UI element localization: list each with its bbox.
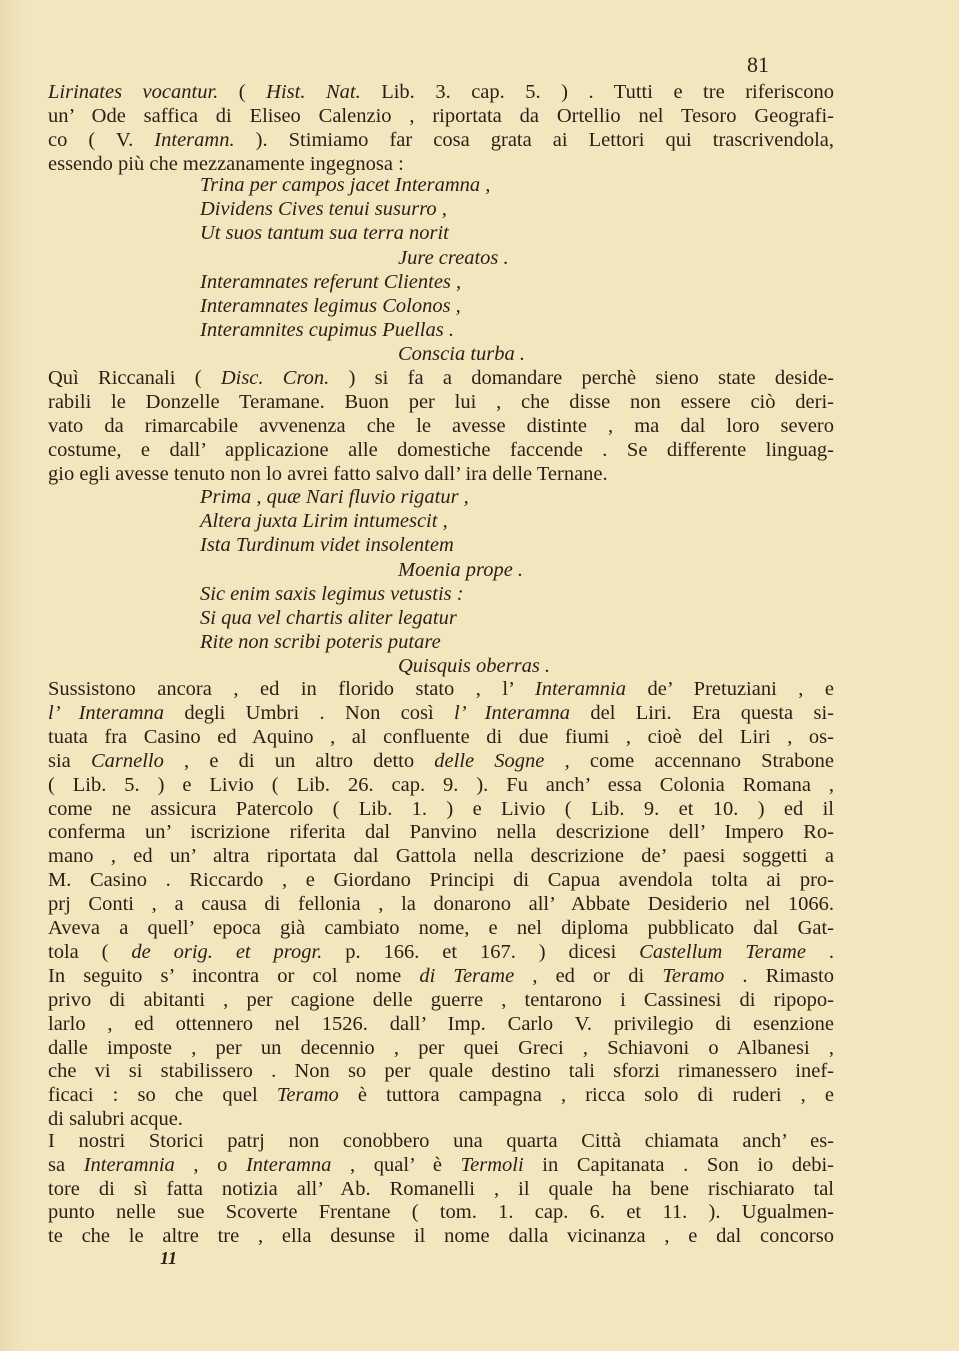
verse-line: Jure creatos . bbox=[398, 246, 509, 269]
text-run: di salubri acque. bbox=[48, 1108, 183, 1131]
verse-line: Ut suos tantum sua terra norit bbox=[200, 222, 449, 245]
text-run: , qual’ è bbox=[331, 1153, 461, 1176]
text-run: ficaci : so che quel bbox=[48, 1084, 277, 1107]
paragraph3-line bbox=[48, 725, 834, 749]
text-run: rabili le Donzelle Teramane. Buon per lui , che disse non essere ciò deri- bbox=[48, 391, 834, 413]
verse-line: Sic enim saxis legimus vetustis : bbox=[200, 582, 464, 605]
verse-line: Interamnates referunt Clientes , bbox=[200, 270, 462, 293]
text-run: ) si fa a domandare perchè sieno state deside- bbox=[329, 367, 835, 389]
text-run: tuata fra Casino ed Aquino , al confluente di due fiumi , cioè del Liri , os- bbox=[48, 725, 834, 748]
text-run: Lib. 3. cap. 5. ) . Tutti e tre riferiscono bbox=[360, 81, 834, 103]
intro-line bbox=[48, 80, 834, 104]
paragraph3-line bbox=[48, 1012, 834, 1036]
verse-line: Dividens Cives tenui susurro , bbox=[200, 198, 447, 221]
text-run: . Rimasto bbox=[724, 964, 834, 987]
text-run: prj Conti , a causa di fellonia , la donarono all’ Abbate Desiderio nel 1066. bbox=[48, 893, 834, 916]
italic-text: Teramo bbox=[662, 964, 725, 987]
text-run: co ( V. bbox=[48, 129, 155, 151]
text-run: ). Stimiamo far cosa grata ai Lettori qui trascrivendola, bbox=[234, 129, 835, 151]
text-run: In seguito s’ incontra or col nome bbox=[48, 964, 420, 987]
text-run: I nostri Storici patrj non conobbero una quarta Città chiamata anch’ es- bbox=[48, 1130, 834, 1152]
paragraph3-line bbox=[48, 892, 834, 916]
paragraph3-line bbox=[48, 940, 834, 964]
italic-text: Termoli bbox=[460, 1153, 524, 1176]
text-run: Sussistono ancora , ed in florido stato , l’ bbox=[48, 678, 535, 700]
text-run: sa bbox=[48, 1153, 84, 1176]
italic-text: Interamnia bbox=[83, 1153, 175, 1176]
verse-line: Interamnates legimus Colonos , bbox=[200, 295, 461, 317]
italic-text: Hist. Nat. bbox=[266, 81, 361, 103]
verse-line: Moenia prope . bbox=[398, 558, 524, 581]
text-run: punto nelle sue Scoverte Frentane ( tom. 1. cap. 6. et 11. ). Ugualmen- bbox=[48, 1201, 834, 1224]
text-run: p. 166. et 167. ) dicesi bbox=[322, 940, 640, 963]
verse-line: Rite non scribi poteris putare bbox=[200, 631, 441, 654]
text-run: costume, e dall’ applicazione alle domestiche faccende . Se differente linguag- bbox=[48, 439, 834, 461]
text-run: in Capitanata . Son io debi- bbox=[523, 1153, 835, 1176]
paragraph3-line bbox=[48, 1036, 834, 1060]
text-run: , o bbox=[174, 1153, 246, 1176]
paragraph2-line bbox=[48, 414, 834, 438]
page-edge-shadow bbox=[0, 0, 28, 1351]
paragraph3-line bbox=[48, 1107, 834, 1131]
italic-text: Lirinates vocantur. bbox=[48, 81, 219, 103]
text-run: dalle imposte , per un decennio , per quei Greci , Schiavoni o Albanesi , bbox=[48, 1036, 834, 1059]
italic-text: delle Sogne bbox=[434, 749, 545, 772]
paragraph3-line bbox=[48, 916, 834, 940]
text-run: ( Lib. 5. ) e Livio ( Lib. 26. cap. 9. ). Fu anch’ essa Colonia Romana , bbox=[48, 773, 834, 796]
italic-text: Interamnia bbox=[534, 678, 627, 700]
text-run: conferma un’ iscrizione riferita dal Panvino nella descrizione dell’ Impero Ro- bbox=[48, 821, 834, 844]
italic-text: l’ Interamna bbox=[454, 701, 571, 724]
italic-text: Castellum Terame bbox=[639, 940, 806, 963]
text-run: degli Umbri . Non così bbox=[164, 701, 455, 724]
italic-text: Interamn. bbox=[154, 129, 235, 151]
text-run: , come accennano Strabone bbox=[544, 749, 834, 772]
text-run: . bbox=[805, 940, 834, 963]
paragraph3-line bbox=[48, 1059, 834, 1083]
text-run: , ed or di bbox=[514, 964, 663, 987]
text-run: un’ Ode saffica di Eliseo Calenzio , riportata da Ortellio nel Tesoro Geografi- bbox=[48, 105, 834, 127]
text-run: de’ Pretuziani , e bbox=[626, 678, 834, 700]
italic-text: Interamna bbox=[245, 1153, 332, 1176]
verse-line: Conscia turba . bbox=[398, 343, 525, 366]
text-run: del Liri. Era questa si- bbox=[570, 701, 834, 724]
text-run: gio egli avesse tenuto non lo avrei fatto salvo dall’ ira delle Ternane. bbox=[48, 463, 608, 485]
verse-line: Interamnites cupimus Puellas . bbox=[200, 319, 454, 342]
text-run: te che le altre tre , ella desunse il nome dalla vicinanza , e dal concorso bbox=[48, 1225, 834, 1248]
text-run: tore di sì fatta notizia all’ Ab. Romanelli , il quale ha bene rischiarato tal bbox=[48, 1177, 834, 1200]
paragraph3-line bbox=[48, 868, 834, 892]
text-run: essendo più che mezzanamente ingegnosa : bbox=[48, 153, 404, 175]
paragraph4-line bbox=[48, 1200, 834, 1224]
paragraph2-line bbox=[48, 438, 834, 462]
text-run: mano , ed un’ altra riportata dal Gattola nella descrizione de’ paesi soggetti a bbox=[48, 845, 834, 868]
italic-text: di Terame bbox=[419, 964, 515, 987]
paragraph3-line bbox=[48, 820, 834, 844]
paragraph2-line bbox=[48, 390, 834, 414]
paragraph3-line bbox=[48, 773, 834, 797]
text-run: , e di un altro detto bbox=[163, 749, 435, 772]
verse-line: Quisquis oberras . bbox=[398, 655, 551, 678]
text-run: Quì Riccanali ( bbox=[48, 367, 221, 389]
paragraph4-line bbox=[48, 1153, 834, 1177]
italic-text: de orig. et progr. bbox=[131, 940, 323, 963]
text-run: M. Casino . Riccardo , e Giordano Principi di Capua avendola tolta ai pro- bbox=[48, 869, 834, 892]
paragraph3-line bbox=[48, 1083, 834, 1107]
paragraph2-line bbox=[48, 366, 834, 390]
italic-text: Teramo bbox=[276, 1084, 339, 1107]
intro-line bbox=[48, 128, 834, 152]
text-run: che vi si stabilissero . Non so per quale destino tali sforzi rimanessero inef- bbox=[48, 1060, 834, 1083]
paragraph4-line bbox=[48, 1177, 834, 1201]
italic-text: l’ Interamna bbox=[48, 701, 164, 724]
paragraph3-line bbox=[48, 797, 834, 821]
paragraph4-line bbox=[48, 1129, 834, 1153]
page-number: 81 bbox=[747, 52, 769, 77]
text-run: vato da rimarcabile avvenenza che le avesse distinte , ma dal loro severo bbox=[48, 415, 834, 437]
text-run: tola ( bbox=[48, 940, 132, 963]
signature-mark: 11 bbox=[160, 1248, 178, 1268]
paragraph4-line bbox=[48, 1224, 834, 1248]
italic-text: Carnello bbox=[90, 749, 164, 772]
verse-line: Prima , quæ Nari fluvio rigatur , bbox=[200, 486, 469, 508]
text-run: privo di abitanti , per cagione delle guerre , tentarono i Cassinesi di ripopo- bbox=[48, 988, 834, 1011]
paragraph3-line bbox=[48, 964, 834, 988]
verse-line: Altera juxta Lirim intumescit , bbox=[200, 510, 448, 533]
paragraph3-line bbox=[48, 701, 834, 725]
paragraph3-line bbox=[48, 988, 834, 1012]
text-run: è tuttora campagna , ricca solo di ruderi , e bbox=[338, 1084, 834, 1107]
paragraph3-line bbox=[48, 749, 834, 773]
paragraph3-line bbox=[48, 677, 834, 701]
text-run: Aveva a quell’ epoca già cambiato nome, e nel diploma pubblicato dal Gat- bbox=[48, 917, 834, 939]
text-run: ( bbox=[218, 81, 267, 103]
text-run: sia bbox=[48, 749, 91, 772]
intro-line bbox=[48, 104, 834, 128]
paragraph3-line bbox=[48, 844, 834, 868]
text-run: come ne assicura Patercolo ( Lib. 1. ) e Livio ( Lib. 9. et 10. ) ed il bbox=[48, 797, 834, 820]
verse-line: Ista Turdinum videt insolentem bbox=[200, 534, 454, 557]
paragraph2-line bbox=[48, 462, 834, 486]
verse-line: Si qua vel chartis aliter legatur bbox=[200, 607, 457, 629]
text-run: larlo , ed ottennero nel 1526. dall’ Imp. Carlo V. privilegio di esenzione bbox=[48, 1012, 834, 1035]
italic-text: Disc. Cron. bbox=[220, 367, 330, 389]
verse-line: Trina per campos jacet Interamna , bbox=[200, 174, 491, 196]
